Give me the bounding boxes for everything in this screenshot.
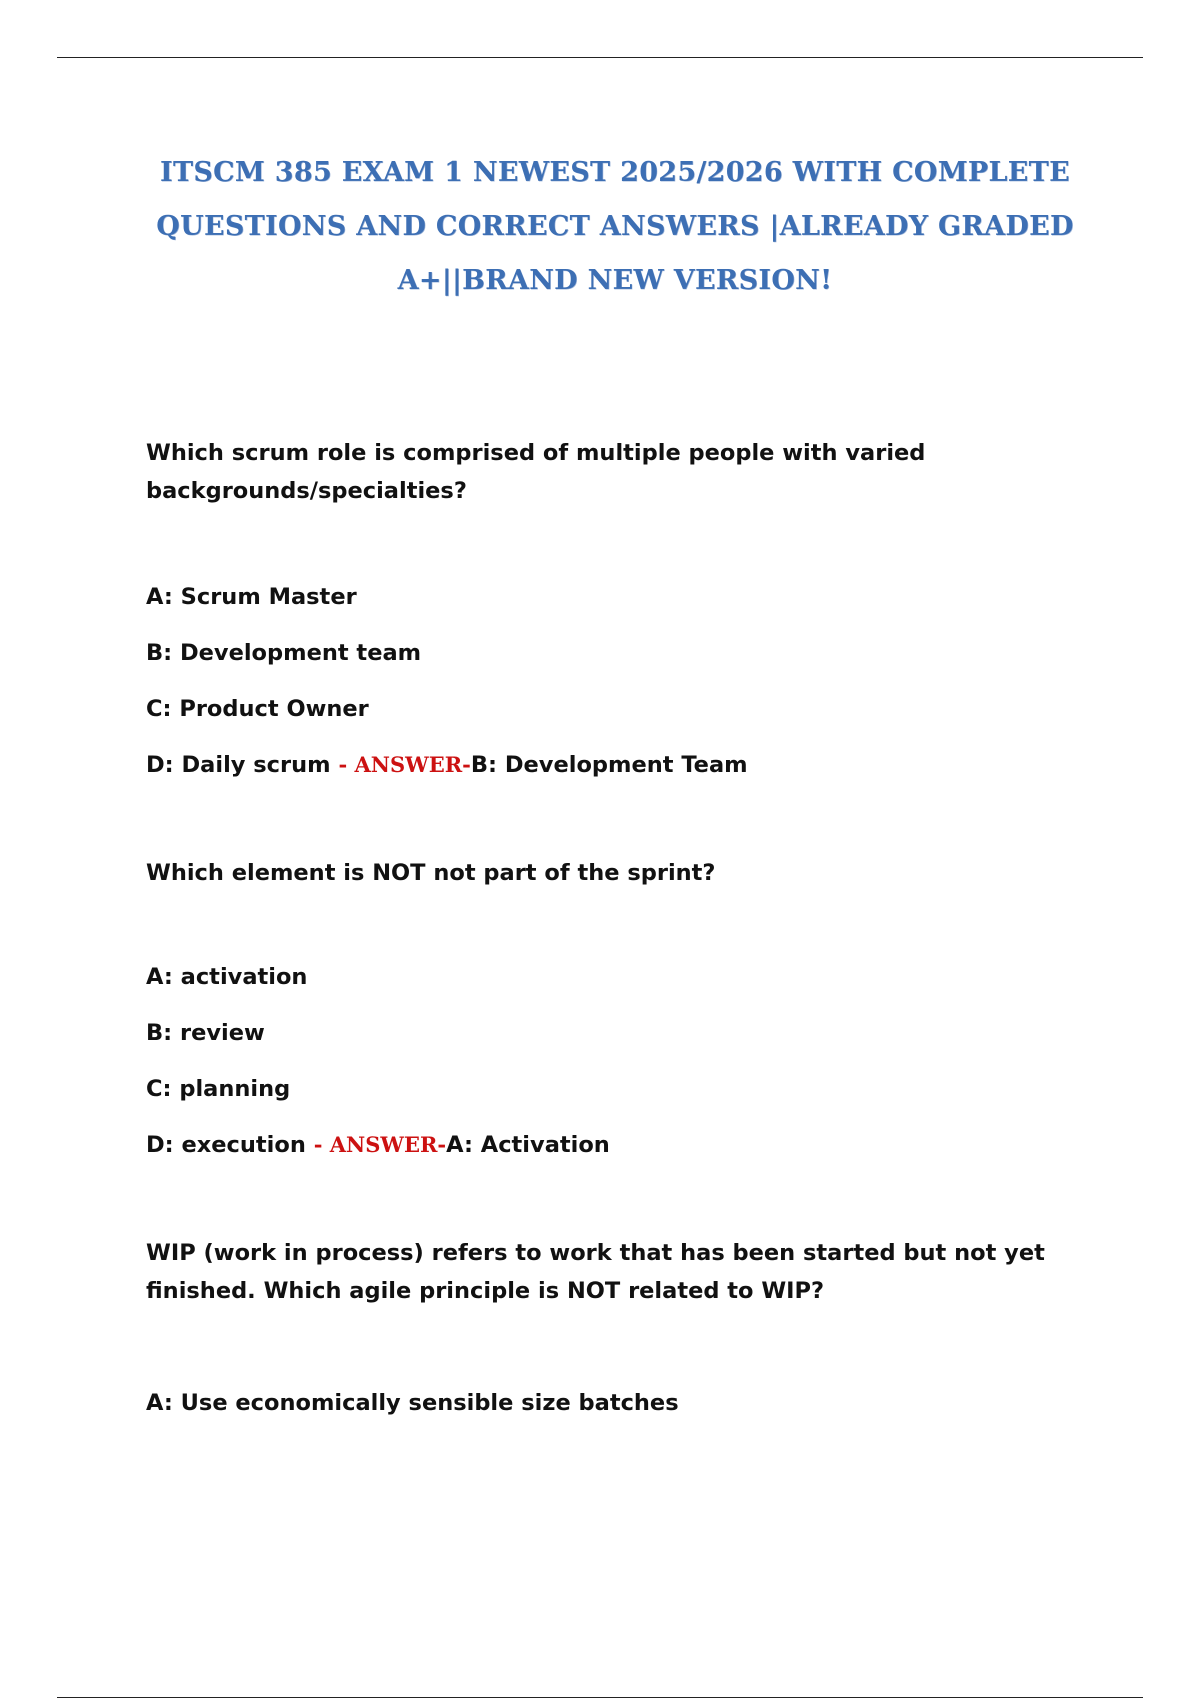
question-1-option-a: A: Scrum Master bbox=[146, 584, 357, 610]
question-1-option-c: C: Product Owner bbox=[146, 696, 369, 722]
answer-label: ANSWER bbox=[354, 752, 463, 777]
question-1-answer: B: Development Team bbox=[470, 752, 748, 778]
question-list bbox=[146, 434, 1106, 1444]
question-2-prompt: Which element is NOT not part of the sprint? bbox=[146, 860, 716, 886]
question-1-option-b: B: Development team bbox=[146, 640, 422, 666]
question-3-prompt: WIP (work in process) refers to work that has been started but not yet finished. Which agile principle is NOT related to WIP? bbox=[146, 1240, 1045, 1304]
question-2-option-d-with-answer: D: execution - ANSWER-A: Activation bbox=[146, 1132, 610, 1158]
answer-label: ANSWER bbox=[329, 1132, 438, 1157]
top-rule bbox=[57, 57, 1143, 58]
question-3-option-a: A: Use economically sensible size batches bbox=[146, 1390, 679, 1416]
question-2-option-d: D: execution bbox=[146, 1132, 306, 1158]
question-1-prompt: Which scrum role is comprised of multiple people with varied backgrounds/specialties? bbox=[146, 440, 926, 504]
document-title: ITSCM 385 EXAM 1 NEWEST 2025/2026 WITH COMPLETE QUESTIONS AND CORRECT ANSWERS |ALREADY GRADED A+||BRAND NEW VERSION! bbox=[156, 157, 1074, 296]
question-1-option-d-with-answer: D: Daily scrum - ANSWER-B: Development Team bbox=[146, 752, 748, 778]
question-2-answer: A: Activation bbox=[446, 1132, 610, 1158]
question-2-option-a: A: activation bbox=[146, 964, 308, 990]
question-2-option-c: C: planning bbox=[146, 1076, 291, 1102]
question-1-option-d: D: Daily scrum bbox=[146, 752, 331, 778]
question-2-option-b: B: review bbox=[146, 1020, 265, 1046]
bottom-rule bbox=[57, 1697, 1143, 1698]
